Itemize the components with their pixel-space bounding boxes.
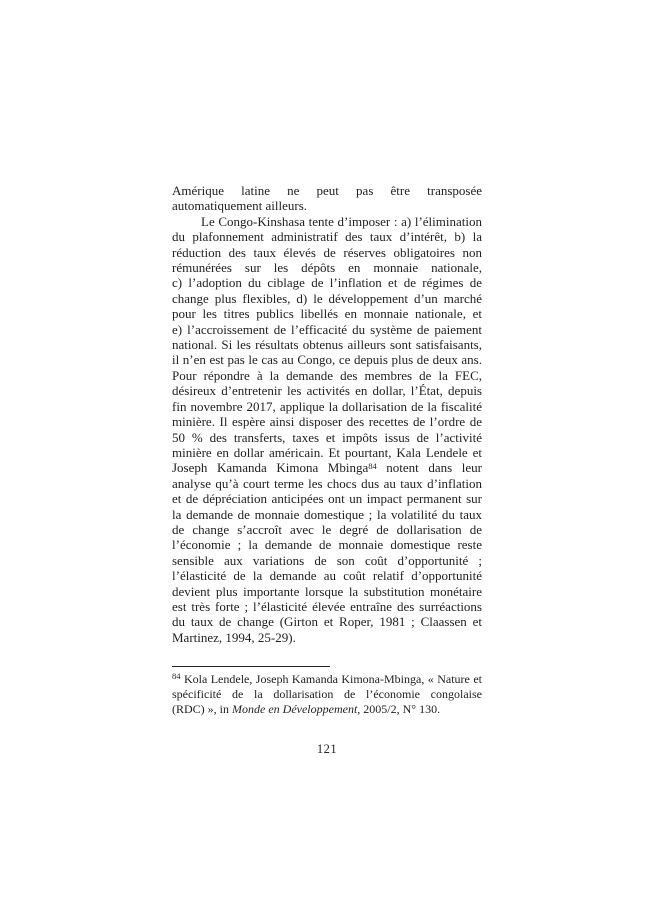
body-paragraph-1: Amérique latine ne peut pas être transposée automatiquement ailleurs. [172, 183, 482, 214]
footnote-text-after-journal: , 2005/2, N° 130. [357, 702, 441, 716]
footnote-text-before-journal: Kola Lendele, Joseph Kamanda Kimona-Mbinga, « Nature et spécificité de la dollarisation de l’économie congolaise (RDC) », in [172, 672, 482, 716]
footnote-section [172, 666, 482, 717]
footnote-marker-superscript: 84 [172, 671, 181, 682]
footnote-journal-title: Monde en Développement [232, 702, 358, 716]
page-number: 121 [316, 742, 338, 756]
body-paragraph-2-text-before: Le Congo-Kinshasa tente d’imposer : a) l’élimination du plafonnement administratif des taux d’intérêt, b) la réduction des taux élevés de réserves obligatoires non rémunérées sur les dépôts en monnaie nationale, c) l’adoption du ciblage de l’inflation et de régimes de change plus flexibles, d) le développement d’un marché pour les titres publics libellés en monnaie nationale, et e) l’accroissement de l’efficacité du système de paiement national. Si les résultats obtenus ailleurs sont satisfaisants, il n’en est pas le cas au Congo, ce depuis plus de deux ans. Pour répondre à la demande des membres de la FEC, désireux d’entretenir les activités en dollar, l’État, depuis fin novembre 2017, applique la dollarisation de la fiscalité minière. Il espère ainsi disposer des recettes de l’ordre de 50 % des transferts, taxes et impôts issus de l’activité minière en dollar américain. Et pourtant, Kala Lendele et Joseph Kamanda Kimona Mbinga [172, 213, 482, 476]
footnote-separator-rule [172, 666, 330, 667]
body-paragraph-2 [172, 214, 482, 645]
footnote-ref-superscript: 84 [368, 460, 377, 471]
footnote-paragraph [172, 672, 482, 717]
body-text-block [172, 183, 482, 645]
body-paragraph-2-text-after: notent dans leur analyse qu’à court terme les chocs dus au taux d’inflation et de dépréciation anticipées ont un impact permanent sur la demande de monnaie domestique ; la volatilité du taux de change s’accroît avec le degré de dollarisation de l’économie ; la demande de monnaie domestique reste sensible aux variations de son coût d’opportunité ; l’élasticité de la demande au coût relatif d’opportunité devient plus importante lorsque la substitution monétaire est très forte ; l’élasticité élevée entraîne des surréactions du taux de change (Girton et Roper, 1981 ; Claassen et Martinez, 1994, 25-29). [172, 460, 482, 645]
